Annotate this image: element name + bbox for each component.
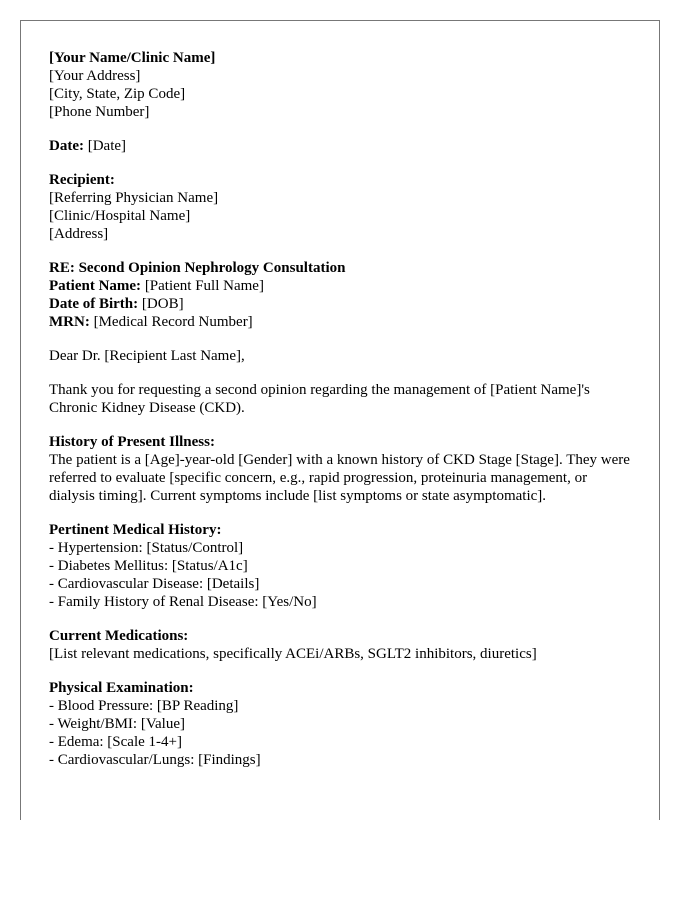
letter-page	[20, 20, 660, 820]
sender-address: [Your Address]	[49, 68, 141, 84]
list-item: - Blood Pressure: [BP Reading]	[49, 698, 239, 714]
recipient-block	[49, 171, 631, 243]
list-item: - Hypertension: [Status/Control]	[49, 540, 244, 556]
medications-text: [List relevant medications, specifically ACEi/ARBs, SGLT2 inhibitors, diuretics]	[49, 646, 537, 662]
list-item: - Edema: [Scale 1-4+]	[49, 734, 182, 750]
recipient-label: Recipient:	[49, 172, 115, 188]
sender-block	[49, 49, 631, 121]
history-section	[49, 521, 631, 611]
list-item: - Cardiovascular/Lungs: [Findings]	[49, 752, 261, 768]
hpi-section	[49, 433, 631, 505]
date-value: [Date]	[87, 138, 127, 154]
re-subject: RE: Second Opinion Nephrology Consultation	[49, 260, 346, 276]
date-label: Date:	[49, 138, 84, 154]
exam-heading: Physical Examination:	[49, 680, 194, 696]
exam-section	[49, 679, 631, 769]
recipient-physician: [Referring Physician Name]	[49, 190, 219, 206]
history-heading: Pertinent Medical History:	[49, 522, 222, 538]
hpi-heading: History of Present Illness:	[49, 434, 215, 450]
recipient-address: [Address]	[49, 226, 109, 242]
sender-city: [City, State, Zip Code]	[49, 86, 186, 102]
list-item: - Weight/BMI: [Value]	[49, 716, 185, 732]
list-item: - Cardiovascular Disease: [Details]	[49, 576, 260, 592]
mrn-value: [Medical Record Number]	[93, 314, 253, 330]
medications-section	[49, 627, 631, 663]
mrn-label: MRN:	[49, 314, 90, 330]
sender-name: [Your Name/Clinic Name]	[49, 50, 216, 66]
list-item: - Family History of Renal Disease: [Yes/No]	[49, 594, 317, 610]
hpi-text: The patient is a [Age]-year-old [Gender] with a known history of CKD Stage [Stage]. They were referred to evaluate [specific concern, e.g., rapid progression, proteinuria management, or dialysis timing]. Current symptoms include [list symptoms or state asymptomatic].	[49, 452, 630, 504]
re-block	[49, 259, 631, 331]
date-block	[49, 137, 631, 155]
patient-name-label: Patient Name:	[49, 278, 142, 294]
medications-heading: Current Medications:	[49, 628, 189, 644]
salutation: Dear Dr. [Recipient Last Name],	[49, 348, 245, 364]
intro-paragraph: Thank you for requesting a second opinion regarding the management of [Patient Name]'s Chronic Kidney Disease (CKD).	[49, 382, 590, 416]
dob-label: Date of Birth:	[49, 296, 139, 312]
recipient-clinic: [Clinic/Hospital Name]	[49, 208, 191, 224]
patient-name-value: [Patient Full Name]	[144, 278, 264, 294]
dob-value: [DOB]	[141, 296, 184, 312]
list-item: - Diabetes Mellitus: [Status/A1c]	[49, 558, 248, 574]
sender-phone: [Phone Number]	[49, 104, 150, 120]
